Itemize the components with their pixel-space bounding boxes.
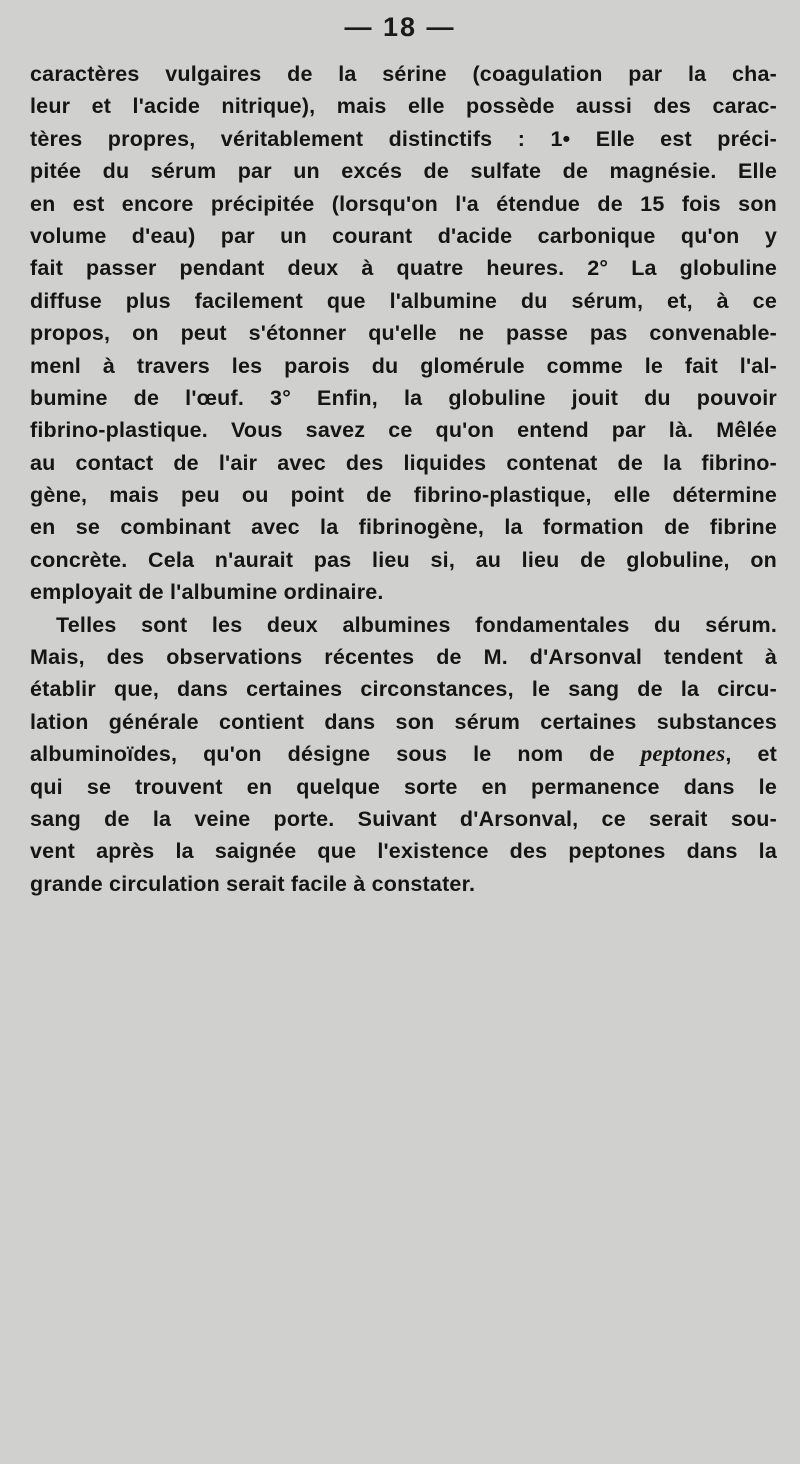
text-line: en se combinant avec la fibrinogène, la formation de fibrine [30,515,777,540]
text-line: concrète. Cela n'aurait pas lieu si, au lieu de globuline, on [30,547,777,572]
text-line: caractères vulgaires de la sérine (coagulation par la cha- [30,62,777,86]
text-line: sang de la veine porte. Suivant d'Arsonval, ce serait sou- [30,806,777,831]
text-line: leur et l'acide nitrique), mais elle possède aussi des carac- [30,94,777,119]
text-segment: albuminoïdes, qu'on désigne sous le nom de [30,742,615,767]
text-line-with-italic [30,738,777,770]
text-line: gène, mais peu ou point de fibrino-plastique, elle détermine [30,483,777,508]
text-line: tères propres, véritablement distinctifs : 1• Elle est préci- [30,126,777,151]
page-number: — 18 — [344,12,456,42]
text-line: propos, on peut s'étonner qu'elle ne passe pas convenable- [30,321,777,346]
text-line: lation générale contient dans son sérum certaines substances [30,709,777,734]
text-line: employait de l'albumine ordinaire. [30,580,384,605]
text-line: en est encore précipitée (lorsqu'on l'a étendue de 15 fois son [30,191,777,216]
italic-term-peptones: peptones [640,741,726,767]
text-line: diffuse plus facilement que l'albumine du sérum, et, à ce [30,288,777,313]
text-line: Mais, des observations récentes de M. d'Arsonval tendent à [30,645,777,670]
text-line: volume d'eau) par un courant d'acide carbonique qu'on y [30,223,777,248]
paragraph-start-line: Telles sont les deux albumines fondamentales du sérum. [56,612,777,637]
body-text [30,58,777,900]
text-line: bumine de l'œuf. 3° Enfin, la globuline jouit du pouvoir [30,385,777,410]
text-line: menl à travers les parois du glomérule comme le fait l'al- [30,353,777,378]
text-line: qui se trouvent en quelque sorte en permanence dans le [30,774,777,799]
text-segment: , et [725,742,777,767]
text-line: pitée du sérum par un excés de sulfate de magnésie. Elle [30,159,777,184]
text-line: établir que, dans certaines circonstances, le sang de la circu- [30,677,777,702]
text-line: grande circulation serait facile à constater. [30,871,476,896]
text-line: fait passer pendant deux à quatre heures. 2° La globuline [30,256,777,281]
text-line: au contact de l'air avec des liquides contenat de la fibrino- [30,450,777,475]
text-line: vent après la saignée que l'existence des peptones dans la [30,839,777,864]
text-line: fibrino-plastique. Vous savez ce qu'on entend par là. Mêlée [30,418,777,443]
